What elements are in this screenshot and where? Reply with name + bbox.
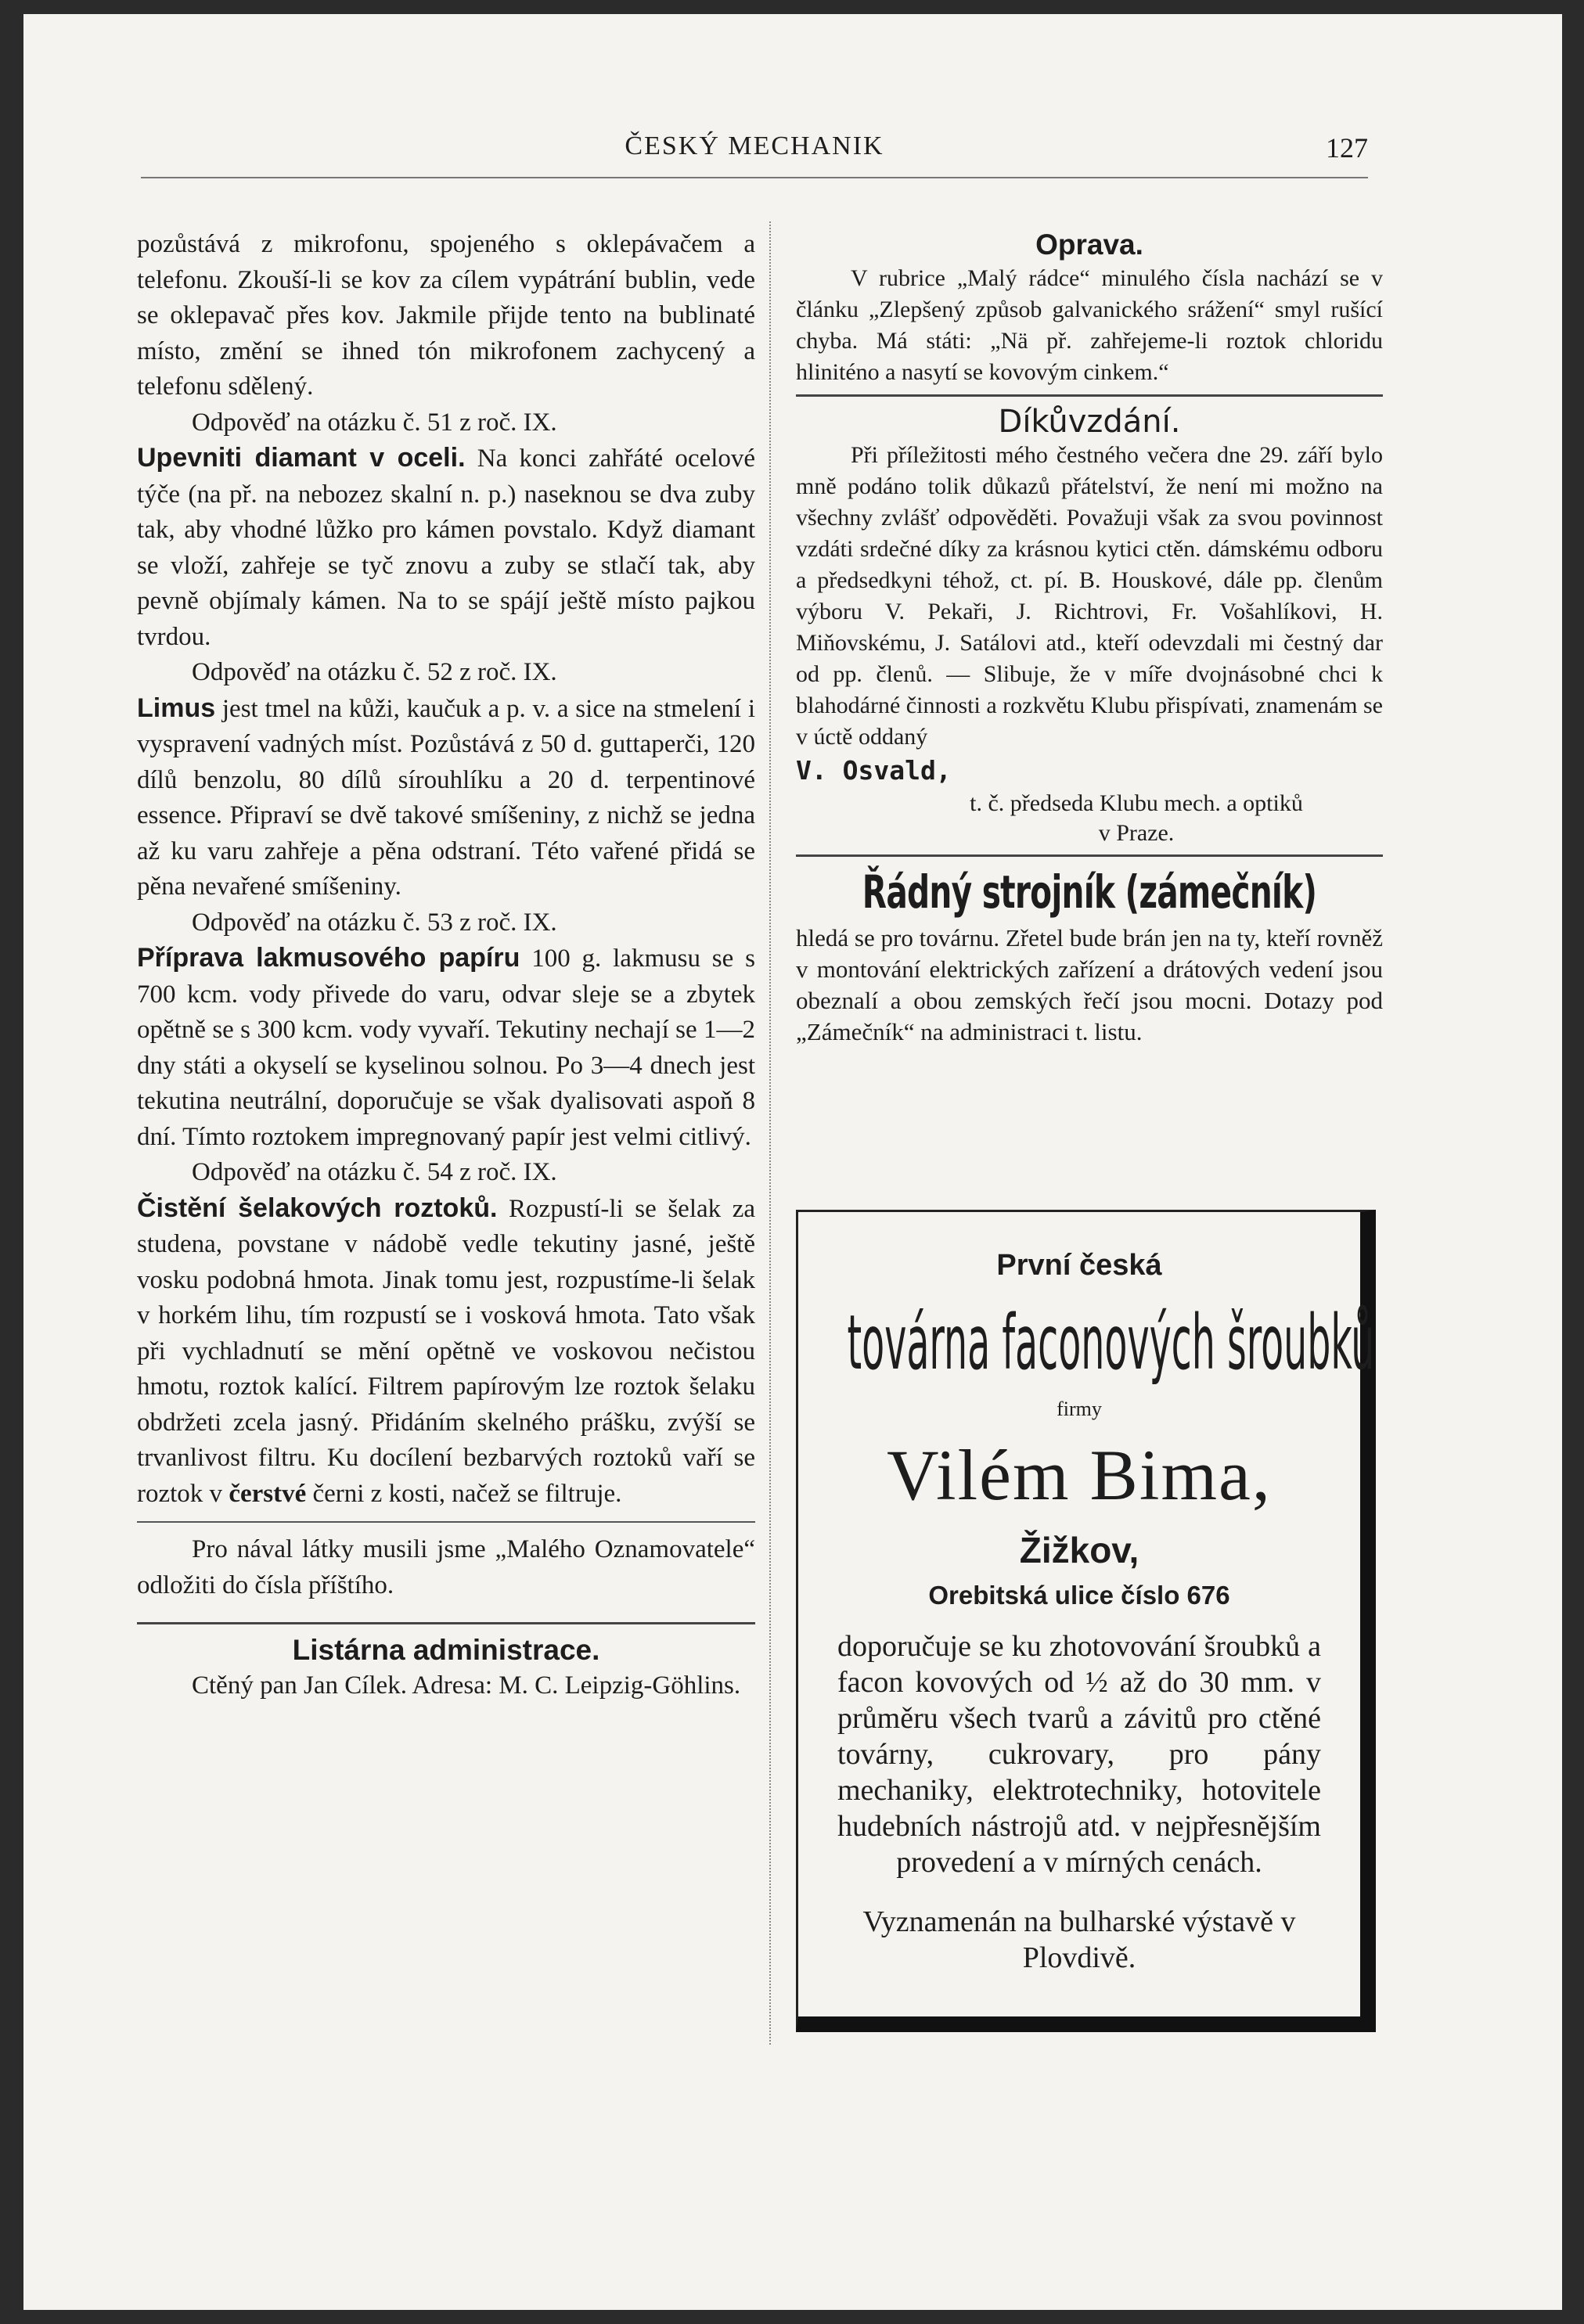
dikuvzdani-text: Při příležitosti mého čestného večera dne 29. září bylo mně podáno tolik důkazů přátelství, že není mi možno na všechny zvlášť odpověděti. Považuji však za svou povinnost vzdáti srdečné díky za krásnou kytici ctěn. dámskému odboru a předsedkyni téhož, ct. pí. B. Houskové, dále pp. členům výboru V. Pekaři, J. Richtrovi, Fr. Vošahlíkovi, H. Miňovskému, J. Satálovi atd., kteří odevzdali mi čestný dar od pp. členů. — Slibuje, že v míře dvojnásobné chci k blahodárné činnosti a rozkvětu Klubu přispívati, znamenám se v úctě oddaný bbox=[796, 442, 1383, 750]
ad-line-firmy: firmy bbox=[1057, 1398, 1102, 1420]
dikuvzdani-heading: Díkůvzdání. bbox=[998, 403, 1181, 440]
answer-51 bbox=[137, 441, 755, 655]
ad-company-name: Vilém Bima, bbox=[887, 1435, 1272, 1515]
listarna-heading: Listárna administrace. bbox=[292, 1634, 600, 1666]
header-divider bbox=[141, 177, 1368, 178]
divider bbox=[137, 1521, 755, 1523]
advertisement-box bbox=[796, 1210, 1376, 2032]
page bbox=[23, 14, 1562, 2310]
editorial-note: Pro nával látky musili jsme „Malého Oznamovatele“ odložiti do čísla příštího. bbox=[137, 1535, 755, 1599]
job-ad-heading: Řádný strojník (zámečník) bbox=[862, 865, 1317, 919]
ad-line-tovarna: továrna faconových šroubků bbox=[847, 1299, 1375, 1387]
answer-54 bbox=[137, 1191, 755, 1513]
divider bbox=[796, 394, 1383, 397]
answer-52-text: jest tmel na kůži, kaučuk a p. v. a sice na stmelení i vyspravení vadných míst. Pozůstává z 50 d. guttaperči, 120 dílů benzolu, 80 dílů sírouhlíku a 20 d. terpentinové essence. Připraví se dvě takové smíšeniny, z nichž se jedna až ku varu zahřeje a pěna odstraní. Této vařené přidá se pěna nevařené smíšeniny. bbox=[137, 694, 755, 901]
journal-title: ČESKÝ MECHANIK bbox=[625, 131, 884, 160]
answer-51-title: Upevniti diamant v oceli. bbox=[137, 443, 466, 473]
answer-54-text-b: černi z kosti, načež se filtruje. bbox=[312, 1479, 622, 1508]
answer-54-bold: čerstvé bbox=[229, 1479, 307, 1508]
right-column bbox=[796, 227, 1383, 1048]
listarna-text: Ctěný pan Jan Cílek. Adresa: M. C. Leipzig-Göhlins. bbox=[192, 1671, 741, 1700]
answer-53-reference: Odpověď na otázku č. 53 z roč. IX. bbox=[192, 908, 557, 937]
column-divider bbox=[769, 221, 771, 2045]
left-column bbox=[137, 227, 755, 1703]
page-number: 127 bbox=[1326, 132, 1368, 164]
ad-address: Orebitská ulice číslo 676 bbox=[928, 1581, 1230, 1610]
answer-53 bbox=[137, 941, 755, 1155]
answer-54-reference: Odpověď na otázku č. 54 z roč. IX. bbox=[192, 1158, 557, 1186]
job-ad-text: hledá se pro továrnu. Zřetel bude brán jen na ty, kteří rovněž v montování elektrických zařízení a drátových vedení jsou obeznalí a obou zemských řečí jsou mocni. Dotazy pod „Zámečník“ na administraci t. listu. bbox=[796, 923, 1383, 1045]
oprava-text: V rubrice „Malý rádce“ minulého čísla nachází se v článku „Zlepšený způsob galvanického srážení“ smyl rušící chyba. Má státi: „Nä př. zahřejeme-li roztok chloridu hliniténo a nasytí se kovovým cinkem.“ bbox=[796, 264, 1383, 385]
ad-body-text: doporučuje se ku zhotovování šroubků a facon kovových od ½ až do 30 mm. v průměru všech tvarů a závitů pro ctěné továrny, cukrovary, pro pány mechaniky, elektrotechniky, hotovitele hudebních nástrojů atd. v nejpřesnějším provedení a v mírných cenách. bbox=[837, 1630, 1321, 1879]
answer-51-reference: Odpověď na otázku č. 51 z roč. IX. bbox=[192, 408, 557, 437]
answer-53-text: 100 g. lakmusu se s 700 kcm. vody přivede do varu, odvar sleje se a zbytek opětně se s 300 kcm. vody vyvaří. Tekutiny nechají se 1—2 dny státi a okyselí se kyselinou solnou. Po 3—4 dnech jest tekutina neutrální, doporučuje se však dyalisovati aspoň 8 dní. Tímto roztokem impregnovaný papír jest velmi citlivý. bbox=[137, 944, 755, 1151]
ad-award-text: Vyznamenán na bulharské výstavě v Plovdivě. bbox=[862, 1905, 1296, 1974]
ad-line-prvni: První česká bbox=[996, 1249, 1162, 1282]
answer-53-title: Příprava lakmusového papíru bbox=[137, 943, 520, 973]
signature-title: t. č. předseda Klubu mech. a optiků bbox=[970, 790, 1303, 816]
answer-51-text: Na konci zahřáté ocelové týče (na př. na nebozez skalní n. p.) naseknou se dva zuby tak, aby vhodné lůžko pro kámen povstalo. Když diamant se vloží, zahřeje se tyč znovu a zuby se stlačí tak, aby pevně objímaly kámen. Na to se spájí ještě místo pajkou tvrdou. bbox=[137, 444, 756, 651]
answer-54-title: Čistění šelakových roztoků. bbox=[137, 1193, 498, 1223]
signature-name: V. Osvald, bbox=[796, 755, 952, 786]
answer-54-text-a: Rozpustí-li se šelak za studena, povstane v nádobě vedle tekutiny jasné, ještě vosku podobná hmota. Jinak tomu jest, rozpustíme-li šelak v horkém lihu, tím rozpustí se i vosková hmota. Tato však při vychladnutí se mění opětně ve voskovou nečistou hmotu, roztok kalící. Filtrem papírovým lze roztok šelaku obdržeti zcela jasný. Přidáním skelného prášku, zvýší se trvanlivost filtru. Ku docílení bezbarvých roztoků vaří se roztok v bbox=[137, 1194, 755, 1508]
answer-52 bbox=[137, 691, 755, 905]
oprava-heading: Oprava. bbox=[1035, 228, 1143, 261]
answer-52-reference: Odpověď na otázku č. 52 z roč. IX. bbox=[192, 658, 557, 686]
answer-52-title: Limus bbox=[137, 693, 216, 723]
ad-location: Žižkov, bbox=[1019, 1530, 1139, 1570]
page-header bbox=[141, 131, 1368, 171]
signature-place: v Praze. bbox=[1098, 819, 1175, 846]
paragraph-continued: pozůstává z mikrofonu, spojeného s oklepávačem a telefonu. Zkouší-li se kov za cílem vypátrání bublin, vede se oklepavač přes kov. Jakmile přijde tento na bublinaté místo, změní se ihned tón mikrofonem zachycený a telefonu sdělený. bbox=[137, 230, 755, 401]
divider bbox=[137, 1622, 755, 1624]
divider bbox=[796, 854, 1383, 857]
